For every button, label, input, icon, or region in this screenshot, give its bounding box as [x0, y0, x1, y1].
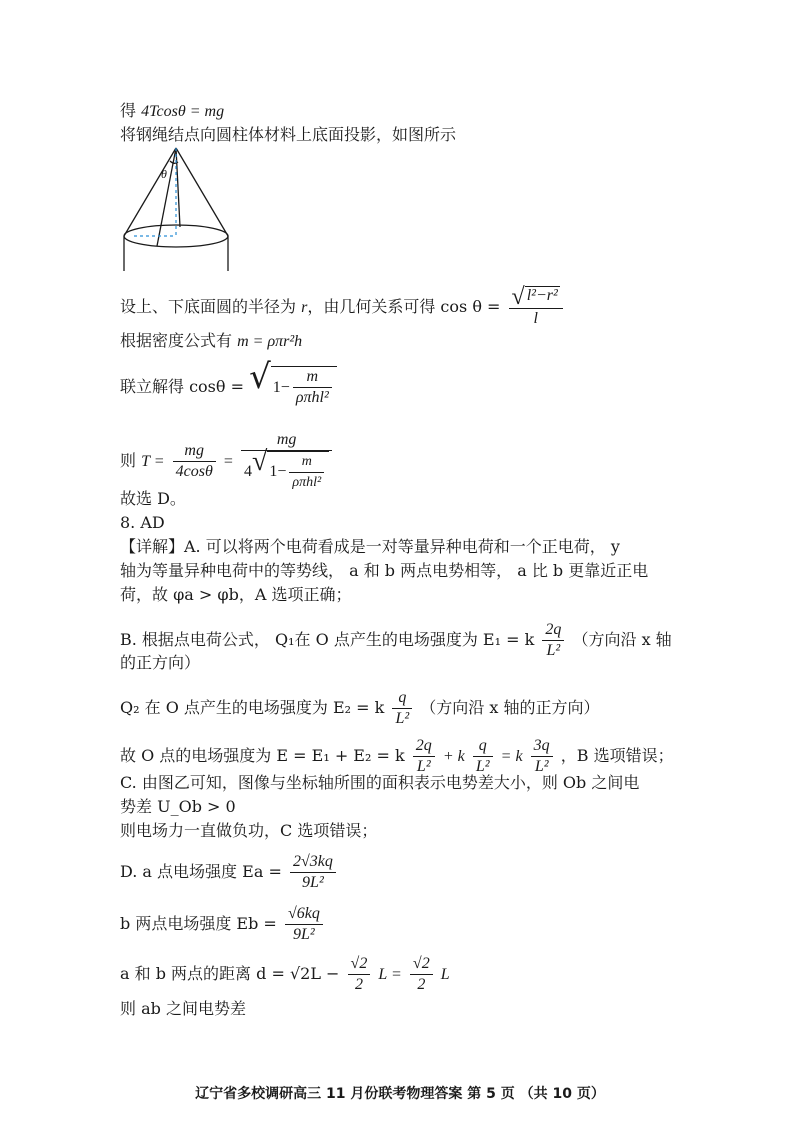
- fraction-1: [348, 954, 371, 995]
- text: 轴为等量异种电荷中的等势线， a 和 b 两点电势相等， a 比 b 更靠近正电: [120, 561, 649, 580]
- denominator: L²: [546, 642, 561, 659]
- text: 则: [120, 451, 137, 470]
- text: B. 根据点电荷公式， Q₁在 O 点产生的电场强度为 E₁ = k: [120, 630, 535, 649]
- numerator: 2q: [542, 620, 564, 641]
- theta-label: θ: [161, 167, 167, 181]
- denominator: L²: [534, 758, 549, 775]
- text: L =: [378, 966, 402, 983]
- text: = k: [500, 748, 523, 765]
- denominator: 9L²: [302, 874, 324, 891]
- denominator: L²: [416, 758, 431, 775]
- equation-line-20: [120, 852, 339, 893]
- text: 则 ab 之间电势差: [120, 999, 246, 1018]
- text: L: [440, 966, 450, 983]
- equals: =: [223, 453, 233, 470]
- text: 8. AD: [120, 513, 165, 532]
- denominator: ρπhl²: [292, 475, 322, 490]
- numerator: √2: [348, 954, 371, 975]
- text-line-17: [120, 772, 639, 794]
- numerator: m: [289, 452, 324, 473]
- equation-line-6: 联立解得 cosθ = √ 1− $\frac{m}{\text{ρπhl²}}$: [120, 366, 337, 408]
- equation-line-13: [120, 620, 672, 661]
- numerator: √6kq: [285, 904, 323, 925]
- fraction-3: [531, 736, 553, 777]
- equation-line-15: [120, 688, 599, 729]
- fraction: [285, 904, 323, 945]
- fraction-1: [173, 441, 216, 482]
- text-line-10: [120, 536, 620, 558]
- fraction-2: [473, 736, 493, 777]
- numerator: mg: [241, 430, 332, 451]
- equation-line-1: [120, 100, 224, 123]
- text: 【详解】A. 可以将两个电荷看成是一对等量异种电荷和一个正电荷， y: [120, 537, 620, 556]
- text: （方向沿 x 轴: [572, 630, 672, 649]
- denominator: L²: [475, 758, 490, 775]
- text-line-19: [120, 820, 377, 842]
- text: 势差 U_Ob > 0: [120, 797, 236, 816]
- variable-r: r: [301, 299, 308, 316]
- text: C. 由图乙可知，图像与坐标轴所围的面积表示电势差大小，则 Ob 之间电: [120, 773, 640, 792]
- equation: T =: [141, 453, 165, 470]
- equation-line-21: [120, 904, 326, 945]
- text-line-12: [120, 584, 352, 606]
- text: a 和 b 两点的距离 d = √2L −: [120, 964, 340, 983]
- text: 根据密度公式有: [120, 331, 233, 350]
- text: 设上、下底面圆的半径为: [120, 297, 297, 316]
- text: 将钢绳结点向圆柱体材料上底面投影，如图所示: [120, 125, 457, 144]
- numerator: l²−r²: [526, 287, 558, 304]
- equation-line-7: [120, 430, 335, 493]
- equation-line-22: [120, 954, 450, 995]
- fraction: [542, 620, 564, 661]
- fraction-cos: $\frac{\text{√ l²−r²}}{l}$: [509, 286, 563, 329]
- text: 故选 D。: [120, 489, 186, 508]
- denominator: l: [533, 310, 538, 327]
- text: 则电场力一直做负功，C 选项错误；: [120, 821, 378, 840]
- text: 4: [244, 463, 253, 481]
- equation-line-4: [120, 286, 566, 329]
- text-line-18: [120, 796, 236, 818]
- text: Q₂ 在 O 点产生的电场强度为 E₂ = k: [120, 698, 385, 717]
- text-line-11: [120, 560, 648, 582]
- text: b 两点电场强度 Eb =: [120, 914, 277, 933]
- text: 得: [120, 101, 142, 120]
- text: 联立解得 cosθ =: [120, 377, 245, 396]
- denominator: 4cosθ: [175, 463, 213, 480]
- fraction-2: mg 4√ 1− $\frac{m}{\text{ρπhl²}}$: [241, 430, 332, 493]
- numerator: q: [473, 736, 493, 757]
- equation: 4Tcosθ = mg: [141, 103, 225, 120]
- page-footer: 辽宁省多校调研高三 11 月份联考物理答案 第 5 页 （共 10 页）: [195, 1086, 605, 1102]
- fraction: [290, 852, 336, 893]
- denominator: 2: [354, 976, 363, 993]
- text-line-8: [120, 488, 186, 510]
- denominator: ρπhl²: [295, 389, 329, 406]
- numerator: mg: [173, 441, 216, 462]
- numerator: 2q: [413, 736, 435, 757]
- numerator: 2√3kq: [290, 852, 336, 873]
- fraction-1: [413, 736, 435, 777]
- numerator: m: [293, 367, 332, 388]
- equation-line-16: [120, 736, 674, 777]
- equation-line-5: [120, 330, 302, 353]
- text-line-23: [120, 998, 246, 1020]
- denominator: 9L²: [293, 926, 315, 943]
- equation: m = ρπr²h: [237, 333, 303, 350]
- text: ，由几何关系可得 cos θ =: [307, 297, 501, 316]
- text: 荷，故 φa > φb，A 选项正确；: [120, 585, 352, 604]
- denominator: 2: [417, 976, 426, 993]
- text-line-9: [120, 512, 165, 534]
- text: D. a 点电场强度 Ea =: [120, 862, 282, 881]
- text: 1−: [269, 463, 287, 481]
- text: + k: [442, 748, 465, 765]
- numerator: √2: [410, 954, 433, 975]
- fraction: [392, 688, 412, 729]
- fraction: [293, 367, 332, 408]
- fraction-2: [410, 954, 433, 995]
- text: 故 O 点的电场强度为 E = E₁ + E₂ = k: [120, 746, 405, 765]
- text-line-14: [120, 652, 200, 674]
- text: 1−: [272, 379, 290, 396]
- text: （方向沿 x 轴的正方向）: [420, 698, 600, 717]
- cone-projection-diagram: [112, 143, 242, 275]
- text: ，B 选项错误；: [560, 746, 674, 765]
- numerator: q: [392, 688, 412, 709]
- numerator: 3q: [531, 736, 553, 757]
- denominator: L²: [395, 710, 410, 727]
- text: 的正方向）: [120, 653, 201, 672]
